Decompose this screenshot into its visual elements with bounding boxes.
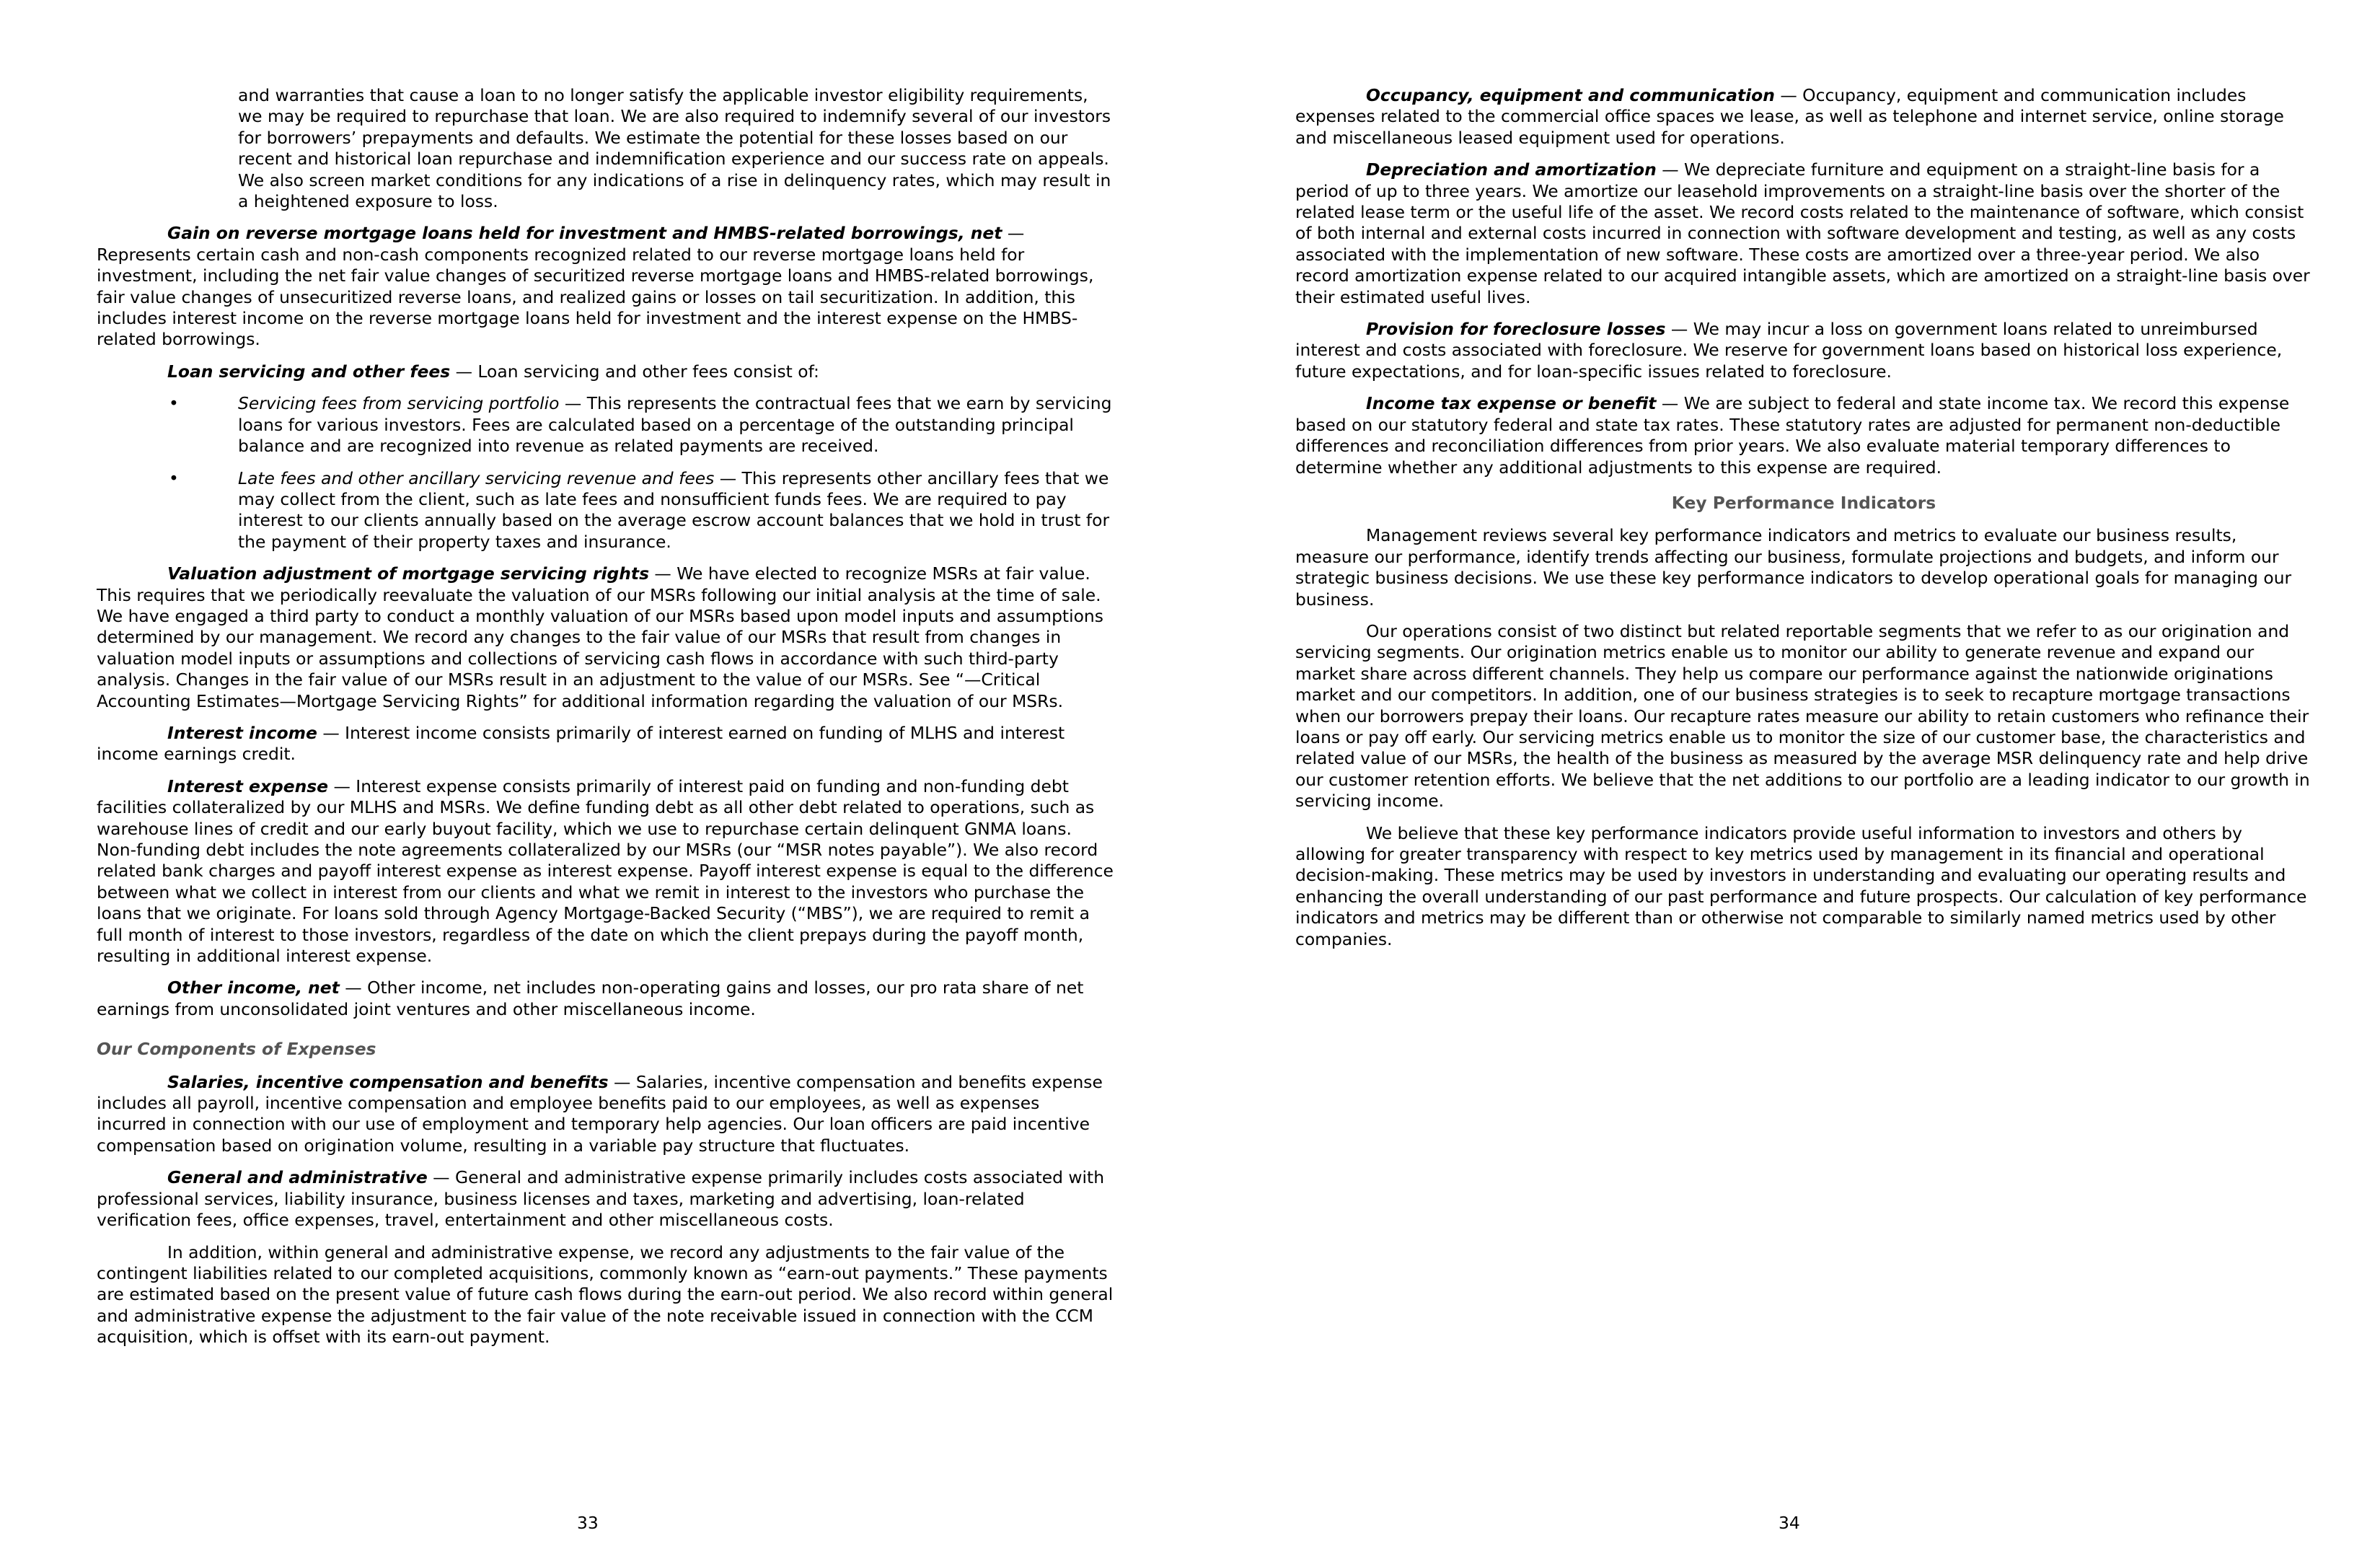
loan-servicing-fees-paragraph: Loan servicing and other fees — Loan servicing and other fees consist of:	[167, 361, 819, 382]
income-tax-paragraph: Income tax expense or benefit — We are subject to federal and state income tax. We record this expense based on our statutory federal and state tax rates. These statutory rates are adjusted for permanent non-deductible differences and reconciliation differences from prior years. We also evaluate material temporary differences to determine whether any additional adjustments to this expense are required.	[1295, 393, 2290, 478]
occupancy-term: Occupancy, equipment and communication	[1366, 85, 1775, 105]
general-administrative-paragraph: General and administrative — General and administrative expense primarily includes costs associated with professional services, liability insurance, business licenses and taxes, marketing and advertising, loan-related verification fees, office expenses, travel, entertainment and other miscellaneous costs.	[97, 1167, 1105, 1231]
provision-paragraph: Provision for foreclosure losses — We may incur a loss on government loans related to unreimbursed interest and costs associated with foreclosure. We reserve for government loans based on historical loss experience, future expectations, and for loan-specific issues related to foreclosure.	[1295, 319, 2283, 382]
occupancy-paragraph: Occupancy, equipment and communication — Occupancy, equipment and communication includes expenses related to the commercial office spaces we lease, as well as telephone and internet service, online storage and miscellaneous leased equipment used for operations.	[1295, 85, 2284, 148]
page-number-left: 33	[577, 1513, 599, 1533]
components-of-expenses-heading: Our Components of Expenses	[97, 1039, 376, 1060]
salaries-term: Salaries, incentive compensation and benefits	[167, 1071, 609, 1092]
valuation-adjustment-paragraph: Valuation adjustment of mortgage servicing rights — We have elected to recognize MSRs at fair value. This requires that we periodically reevaluate the valuation of our MSRs following our initial analysis at the time of sale. We have engaged a third party to conduct a monthly valuation of our MSRs based upon model inputs and assumptions determined by our management. We record any changes to the fair value of our MSRs that result from changes in valuation model inputs or assumptions and collections of servicing cash flows in accordance with such third-party analysis. Changes in the fair value of our MSRs result in an adjustment to the value of our MSRs. See “—Critical Accounting Estimates—Mortgage Servicing Rights” for additional information regarding the valuation of our MSRs.	[97, 563, 1103, 711]
depreciation-paragraph: Depreciation and amortization — We depreciate furniture and equipment on a straight-line basis for a period of up to three years. We amortize our leasehold improvements on a straight-line basis over the shorter of the related lease term or the useful life of the asset. We record costs related to the maintenance of software, which consist of both internal and external costs incurred in connection with software development and testing, as well as any costs associated with the implementation of new software. These costs are amortized over a three-year period. We also record amortization expense related to our acquired intangible assets, which are amortized on a straight-line basis over their estimated useful lives.	[1295, 159, 2310, 307]
bullet-icon: •	[169, 467, 179, 488]
bullet-icon: •	[169, 393, 179, 414]
interest-income-paragraph: Interest income — Interest income consists primarily of interest earned on funding of MLHS and interest income earnings credit.	[97, 722, 1065, 765]
interest-expense-term: Interest expense	[167, 776, 329, 796]
list-item: • Servicing fees from servicing portfolio — This represents the contractual fees that we earn by servicing loans for various investors. Fees are calculated based on a percentage of the outstanding principal balance and are recognized into revenue as related payments are received.	[169, 393, 1112, 457]
gain-reverse-mortgage-term: Gain on reverse mortgage loans held for investment and HMBS-related borrowings, net	[167, 223, 1002, 244]
interest-income-term: Interest income	[167, 722, 317, 743]
kpi-paragraph-1: Management reviews several key performance indicators and metrics to evaluate our business results, measure our performance, identify trends affecting our business, formulate projections and budgets, and inform our strategic business decisions. We use these key performance indicators to develop operational goals for managing our business.	[1295, 525, 2292, 610]
valuation-adjustment-term: Valuation adjustment of mortgage servicing rights	[167, 563, 649, 584]
income-tax-term: Income tax expense or benefit	[1366, 393, 1657, 414]
key-performance-indicators-heading: Key Performance Indicators	[1671, 492, 1936, 513]
other-income-term: Other income, net	[167, 977, 340, 998]
page-33	[97, 85, 1114, 1359]
other-income-paragraph: Other income, net — Other income, net includes non-operating gains and losses, our pro rata share of net earnings from unconsolidated joint ventures and other miscellaneous income.	[97, 977, 1084, 1019]
page-34	[1295, 85, 2312, 961]
loan-servicing-fees-term: Loan servicing and other fees	[167, 361, 451, 382]
interest-expense-paragraph: Interest expense — Interest expense consists primarily of interest paid on funding and non-funding debt facilities collateralized by our MLHS and MSRs. We define funding debt as all other debt related to operations, such as warehouse lines of credit and our early buyout facility, which we use to repurchase certain delinquent GNMA loans. Non-funding debt includes the note agreements collateralized by our MSRs (our “MSR notes payable”). We also record related bank charges and payoff interest expense as interest expense. Payoff interest expense is equal to the difference between what we collect in interest from our clients and what we remit in interest to the investors who purchase the loans that we originate. For loans sold through Agency Mortgage-Backed Security (“MBS”), we are required to remit a full month of interest to those investors, regardless of the date on which the client prepays during the payoff month, resulting in additional interest expense.	[97, 776, 1114, 967]
general-administrative-term: General and administrative	[167, 1167, 428, 1188]
kpi-paragraph-3: We believe that these key performance indicators provide useful information to investors and others by allowing for greater transparency with respect to key metrics used by management in its financial and operational decision-making. These metrics may be used by investors in understanding and evaluating our operating results and enhancing the overall understanding of our past performance and future prospects. Our calculation of key performance indicators and metrics may be different than or otherwise not comparable to similarly named metrics used by other companies.	[1295, 822, 2307, 949]
page-number-right: 34	[1779, 1513, 1800, 1533]
loan-servicing-fees-list	[97, 393, 1114, 553]
earn-out-paragraph: In addition, within general and administrative expense, we record any adjustments to the fair value of the contingent liabilities related to our completed acquisitions, commonly known as “earn-out payments.” These payments are estimated based on the present value of future cash flows during the earn-out period. We also record within general and administrative expense the adjustment to the fair value of the note receivable issued in connection with the CCM acquisition, which is offset with its earn-out payment.	[97, 1242, 1114, 1348]
kpi-paragraph-2: Our operations consist of two distinct but related reportable segments that we refer to as our origination and servicing segments. Our origination metrics enable us to monitor our ability to generate revenue and expand our market share across different channels. They help us compare our performance against the nationwide originations market and our competitors. In addition, one of our business strategies is to seek to recapture mortgage transactions when our borrowers prepay their loans. Our recapture rates measure our ability to retain customers who refinance their loans or pay off early. Our servicing metrics enable us to monitor the size of our customer base, the characteristics and related value of our MSRs, the health of the business as measured by the average MSR delinquency rate and help drive our customer retention efforts. We believe that the net additions to our portfolio are a leading indicator to our growth in servicing income.	[1295, 620, 2310, 812]
salaries-paragraph: Salaries, incentive compensation and benefits — Salaries, incentive compensation and benefits expense includes all payroll, incentive compensation and employee benefits paid to our employees, as well as expenses incurred in connection with our use of employment and temporary help agencies. Our loan officers are paid incentive compensation based on origination volume, resulting in a variable pay structure that fluctuates.	[97, 1071, 1103, 1156]
gain-reverse-mortgage-paragraph: Gain on reverse mortgage loans held for investment and HMBS-related borrowings, net — Represents certain cash and non-cash components recognized related to our reverse mortgage loans held for investment, including the net fair value changes of securitized reverse mortgage loans and HMBS-related borrowings, fair value changes of unsecuritized reverse loans, and realized gains or losses on tail securitization. In addition, this includes interest income on the reverse mortgage loans held for investment and the interest expense on the HMBS-related borrowings.	[97, 223, 1094, 350]
repurchase-continuation-paragraph: and warranties that cause a loan to no longer satisfy the applicable investor eligibility requirements, we may be required to repurchase that loan. We are also required to indemnify several of our investors for borrowers’ prepayments and defaults. We estimate the potential for these losses based on our recent and historical loan repurchase and indemnification experience and our success rate on appeals. We also screen market conditions for any indications of a rise in delinquency rates, which may result in a heightened exposure to loss.	[238, 85, 1111, 212]
depreciation-term: Depreciation and amortization	[1366, 159, 1657, 180]
list-item: • Late fees and other ancillary servicing revenue and fees — This represents other ancillary fees that we may collect from the client, such as late fees and nonsufficient funds fees. We are required to pay interest to our clients annually based on the average escrow account balances that we hold in trust for the payment of their property taxes and insurance.	[169, 467, 1110, 552]
provision-term: Provision for foreclosure losses	[1366, 319, 1666, 340]
